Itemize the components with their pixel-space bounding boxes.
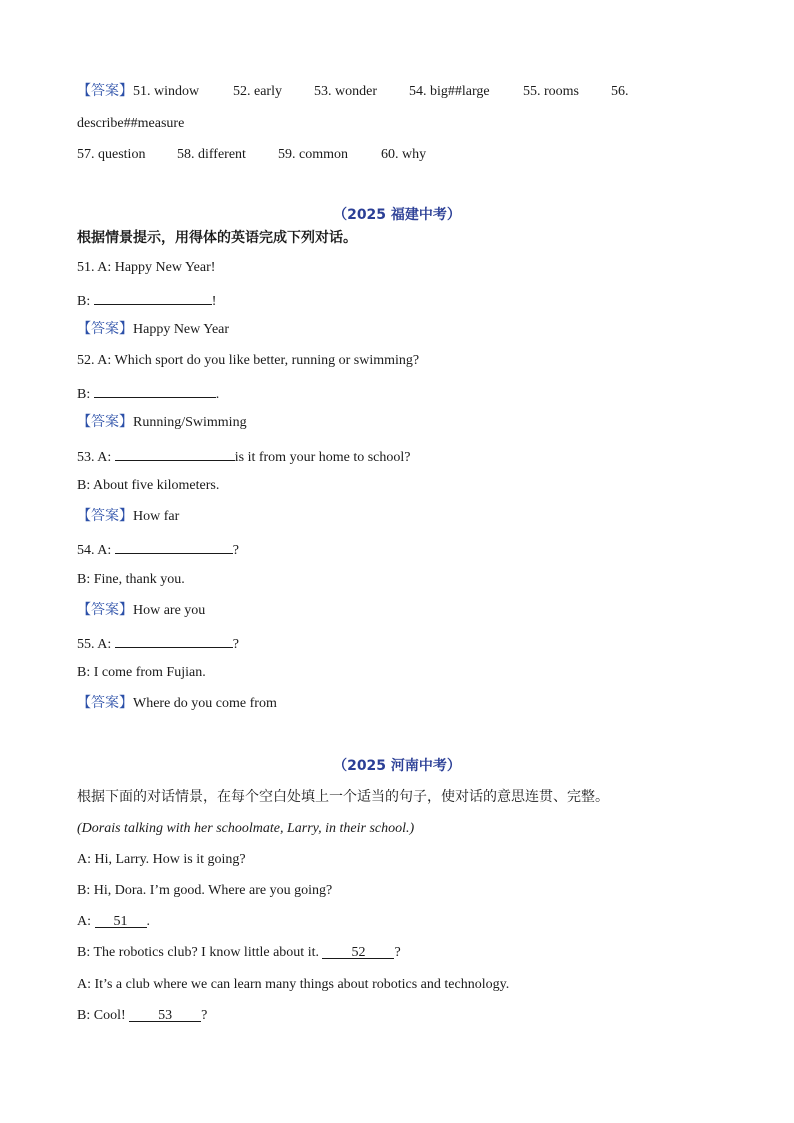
question-text: is it from your home to school? (234, 450, 411, 465)
answer-text: How are you (133, 603, 206, 618)
answer-tag: 【答案】 (77, 696, 133, 711)
answer-text: How far (133, 509, 180, 524)
dialogue-line-4 (77, 944, 401, 962)
dialogue-line-6 (77, 1007, 207, 1025)
answer-text: Running/Swimming (133, 415, 247, 430)
q52-b (77, 383, 219, 404)
q53-answer (77, 508, 179, 526)
answer-blank[interactable] (94, 383, 216, 398)
punct: ? (394, 945, 401, 960)
punct: . (215, 387, 220, 402)
speaker-label: A: (77, 914, 95, 929)
speaker-label: B: (77, 387, 94, 402)
question-label: 54. A: (77, 543, 115, 558)
dialogue-line-2: B: Hi, Dora. I’m good. Where are you going? (77, 883, 333, 898)
answer-item: 60. why (381, 147, 427, 162)
q55-answer (77, 695, 277, 713)
answer-line-2: describe##measure (77, 116, 185, 131)
numbered-blank[interactable]: 52 (322, 944, 394, 959)
answer-item: 52. early (233, 84, 282, 99)
henan-instruction: 根据下面的对话情景，在每个空白处填上一个适当的句子，使对话的意思连贯、完整。 (77, 789, 609, 805)
answer-tag: 【答案】 (77, 415, 133, 430)
answer-blank[interactable] (115, 446, 235, 461)
q53-b: B: About five kilometers. (77, 478, 220, 493)
answer-item: 59. common (278, 147, 348, 162)
question-label: 53. A: (77, 450, 115, 465)
question-label: 55. A: (77, 637, 115, 652)
numbered-blank[interactable]: 51 (95, 913, 147, 928)
q55-b: B: I come from Fujian. (77, 665, 206, 680)
answer-item: 53. wonder (314, 84, 377, 99)
answer-line-1 (77, 83, 629, 101)
answer-blank[interactable] (94, 290, 212, 305)
q51-a: 51. A: Happy New Year! (77, 260, 216, 275)
dialogue-line-3 (77, 913, 150, 931)
answer-item: 57. question (77, 147, 146, 162)
dialogue-text: B: The robotics club? I know little about it. (77, 945, 323, 960)
dialogue-context: (Dorais talking with her schoolmate, Larry, in their school.) (77, 821, 415, 836)
punct: . (146, 914, 150, 929)
punct: ? (232, 543, 239, 558)
punct: ? (232, 637, 239, 652)
answer-text: Happy New Year (133, 322, 230, 337)
answer-item: 55. rooms (523, 84, 579, 99)
answer-item: 56. (611, 84, 629, 99)
dialogue-text: B: Cool! (77, 1008, 130, 1023)
answer-tag: 【答案】 (77, 509, 133, 524)
answer-tag: 【答案】 (77, 84, 133, 99)
q53-a (77, 446, 411, 467)
speaker-label: B: (77, 294, 94, 309)
answer-text: Where do you come from (133, 696, 277, 711)
q54-b: B: Fine, thank you. (77, 572, 185, 587)
punct: ? (201, 1008, 208, 1023)
q52-answer (77, 414, 247, 432)
answer-item: 58. different (177, 147, 246, 162)
answer-tag: 【答案】 (77, 603, 133, 618)
punct: ! (211, 294, 217, 309)
answer-item: 54. big##large (409, 84, 490, 99)
fujian-heading: （2025 福建中考） (333, 207, 461, 223)
henan-heading: （2025 河南中考） (333, 758, 461, 774)
q54-answer (77, 602, 205, 620)
numbered-blank[interactable]: 53 (129, 1007, 201, 1022)
q52-a: 52. A: Which sport do you like better, running or swimming? (77, 353, 420, 368)
q51-b (77, 290, 216, 311)
answer-blank[interactable] (115, 539, 233, 554)
q51-answer (77, 321, 229, 339)
q54-a (77, 539, 239, 560)
dialogue-line-5: A: It’s a club where we can learn many things about robotics and technology. (77, 977, 510, 992)
fujian-instruction: 根据情景提示，用得体的英语完成下列对话。 (77, 230, 357, 246)
dialogue-line-1: A: Hi, Larry. How is it going? (77, 852, 246, 867)
answer-blank[interactable] (115, 633, 233, 648)
answer-line-3 (77, 146, 427, 164)
answer-tag: 【答案】 (77, 322, 133, 337)
answer-item: 51. window (133, 84, 200, 99)
q55-a (77, 633, 239, 654)
